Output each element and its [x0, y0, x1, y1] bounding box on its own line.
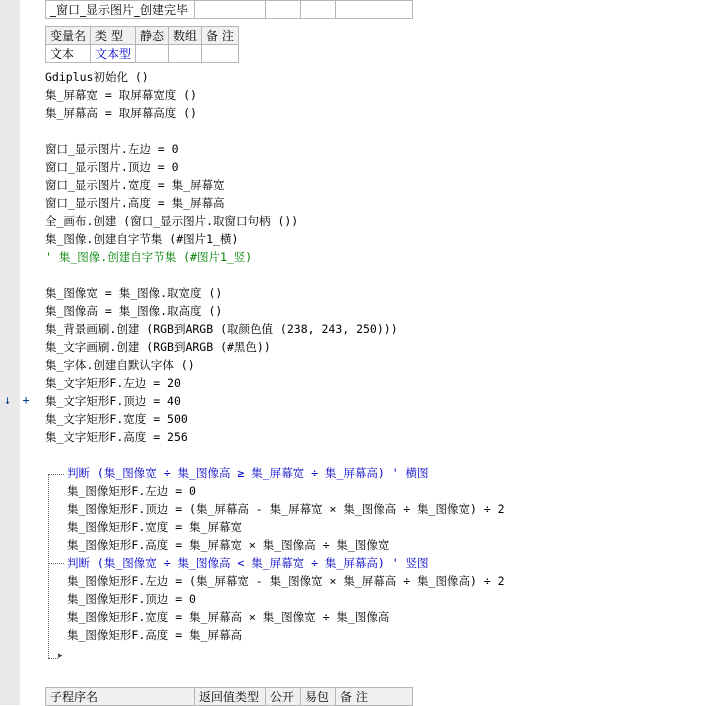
- code-line[interactable]: 集_图像高 = 集_图像.取高度 (): [45, 304, 223, 318]
- sub-header-name: 子程序名: [46, 688, 195, 706]
- flow-line: [48, 474, 64, 475]
- code-line[interactable]: 集_图像矩形F.顶边 = (集_屏幕高 - 集_屏幕宽 × 集_图像高 ÷ 集_图像宽) ÷ 2: [67, 502, 505, 516]
- var-name-cell[interactable]: 文本: [46, 45, 91, 63]
- public-cell[interactable]: [266, 1, 301, 19]
- easy-pkg-cell[interactable]: [301, 1, 336, 19]
- code-line[interactable]: 集_字体.创建自默认字体 (): [45, 358, 195, 372]
- breakpoint-marker[interactable]: ↓ +: [4, 393, 32, 407]
- code-line[interactable]: 集_文字矩形F.顶边 = 40: [45, 394, 181, 408]
- var-header-type: 类 型: [91, 27, 136, 45]
- code-line[interactable]: 集_图像矩形F.左边 = 0: [67, 484, 196, 498]
- var-type-cell[interactable]: 文本型: [91, 45, 136, 63]
- code-line[interactable]: 窗口_显示图片.顶边 = 0: [45, 160, 179, 174]
- code-line[interactable]: 窗口_显示图片.左边 = 0: [45, 142, 179, 156]
- code-line[interactable]: 集_图像矩形F.顶边 = 0: [67, 592, 196, 606]
- sub-header-easy-pkg: 易包: [301, 688, 336, 706]
- sub-header-public: 公开: [266, 688, 301, 706]
- flow-line: [48, 658, 58, 659]
- code-line[interactable]: 集_图像矩形F.高度 = 集_屏幕宽 × 集_图像高 ÷ 集_图像宽: [67, 538, 390, 552]
- code-line[interactable]: 集_图像矩形F.宽度 = 集_屏幕宽: [67, 520, 242, 534]
- code-line[interactable]: 集_文字矩形F.左边 = 20: [45, 376, 181, 390]
- flow-line: [48, 563, 64, 564]
- code-line[interactable]: 全_画布.创建 (窗口_显示图片.取窗口句柄 ()): [45, 214, 299, 228]
- variable-table: [45, 26, 239, 63]
- code-line[interactable]: 窗口_显示图片.高度 = 集_屏幕高: [45, 196, 225, 210]
- code-line[interactable]: 集_屏幕高 = 取屏幕高度 (): [45, 106, 197, 120]
- var-header-name: 变量名: [46, 27, 91, 45]
- code-line[interactable]: 集_图像矩形F.宽度 = 集_屏幕高 × 集_图像宽 ÷ 集_图像高: [67, 610, 390, 624]
- code-line[interactable]: Gdiplus初始化 (): [45, 70, 149, 84]
- code-line[interactable]: 集_背景画刷.创建 (RGB到ARGB (取颜色值 (238, 243, 250))): [45, 322, 398, 336]
- flow-line: [48, 474, 49, 658]
- sub-header-note: 备 注: [336, 688, 413, 706]
- note-cell[interactable]: [336, 1, 413, 19]
- code-line[interactable]: 集_图像宽 = 集_图像.取宽度 (): [45, 286, 223, 300]
- subroutine-table-top: [45, 0, 413, 19]
- var-header-static: 静态: [136, 27, 169, 45]
- editor-gutter: [0, 0, 20, 705]
- var-static-cell[interactable]: [136, 45, 169, 63]
- var-header-note: 备 注: [202, 27, 239, 45]
- if-statement-landscape[interactable]: 判断 (集_图像宽 ÷ 集_图像高 ≥ 集_屏幕宽 ÷ 集_屏幕高) ' 横图: [67, 466, 429, 480]
- sub-header-return-type: 返回值类型: [195, 688, 266, 706]
- if-statement-portrait[interactable]: 判断 (集_图像宽 ÷ 集_图像高 < 集_屏幕宽 ÷ 集_屏幕高) ' 竖图: [67, 556, 429, 570]
- return-type-cell[interactable]: [195, 1, 266, 19]
- code-line[interactable]: 集_图像.创建自字节集 (#图片1_横): [45, 232, 239, 246]
- code-line[interactable]: 集_图像矩形F.左边 = (集_屏幕宽 - 集_图像宽 × 集_屏幕高 ÷ 集_图像高) ÷ 2: [67, 574, 505, 588]
- subroutine-table-bottom: [45, 687, 413, 706]
- var-array-cell[interactable]: [169, 45, 202, 63]
- var-header-array: 数组: [169, 27, 202, 45]
- code-line[interactable]: 集_文字矩形F.宽度 = 500: [45, 412, 188, 426]
- var-note-cell[interactable]: [202, 45, 239, 63]
- subroutine-name-cell[interactable]: _窗口_显示图片_创建完毕: [46, 1, 195, 19]
- code-line[interactable]: 窗口_显示图片.宽度 = 集_屏幕宽: [45, 178, 225, 192]
- code-line[interactable]: 集_图像矩形F.高度 = 集_屏幕高: [67, 628, 242, 642]
- code-line[interactable]: 集_文字画刷.创建 (RGB到ARGB (#黑色)): [45, 340, 271, 354]
- code-comment-line[interactable]: ' 集_图像.创建自字节集 (#图片1_竖): [45, 250, 253, 264]
- flow-arrow-icon: ▸: [58, 651, 63, 661]
- code-line[interactable]: 集_文字矩形F.高度 = 256: [45, 430, 188, 444]
- code-line[interactable]: 集_屏幕宽 = 取屏幕宽度 (): [45, 88, 197, 102]
